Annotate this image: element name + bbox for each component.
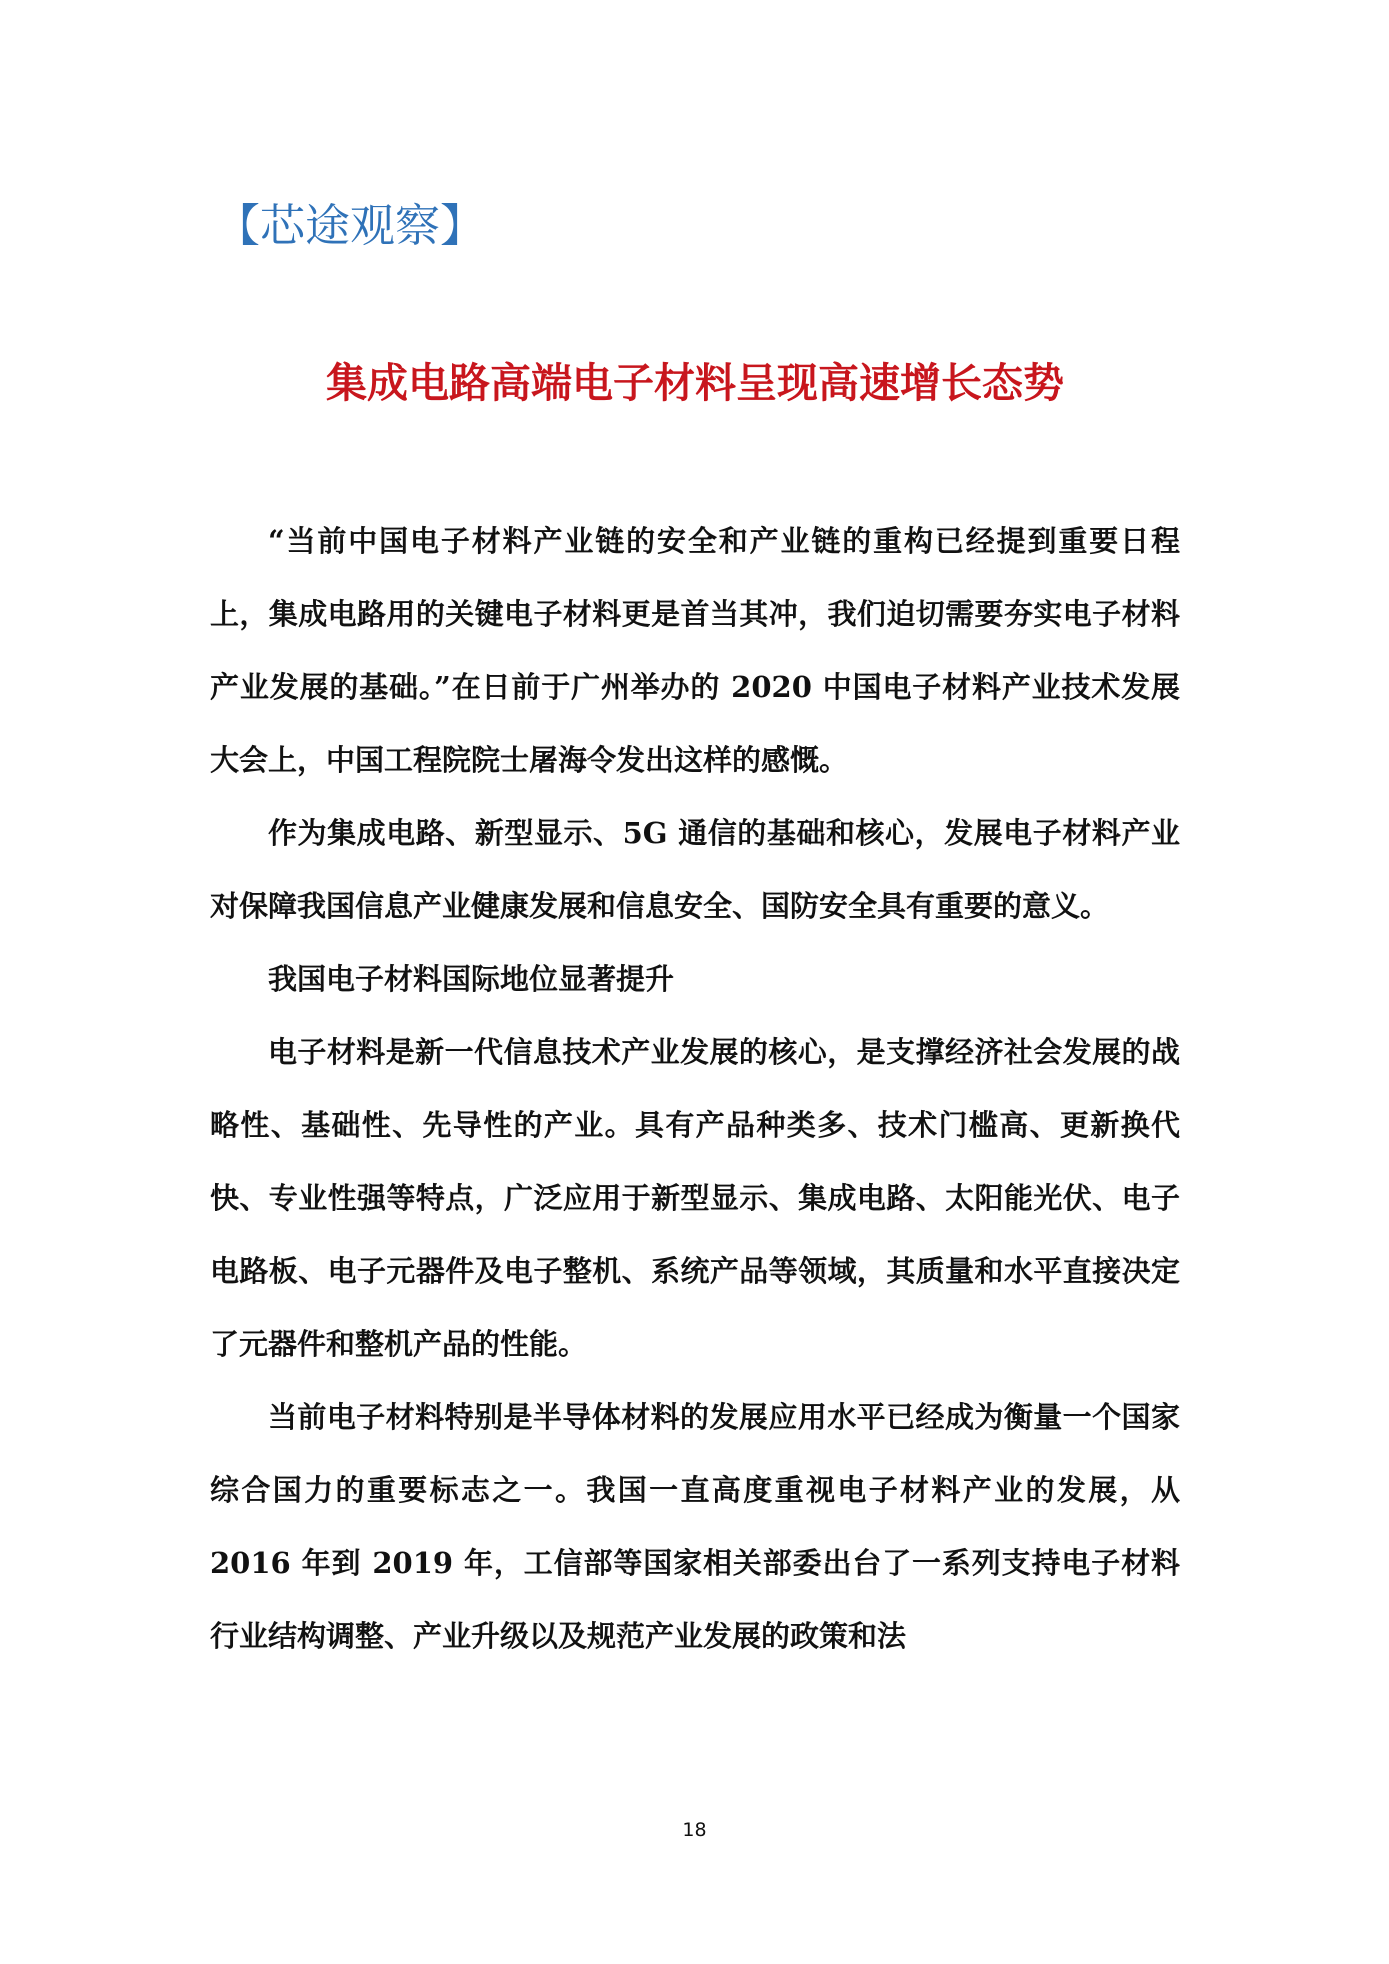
paragraph-electronic-materials: 电子材料是新一代信息技术产业发展的核心，是支撑经济社会发展的战略性、基础性、先导性的产业。具有产品种类多、技术门槛高、更新换代快、专业性强等特点，广泛应用于新型显示、集成电路、太阳能光伏、电子电路板、电子元器件及电子整机、系统产品等领域，其质量和水平直接决定了元器件和整机产品的性能。 (210, 1035, 1180, 1361)
paragraph-significance: 作为集成电路、新型显示、5G 通信的基础和核心，发展电子材料产业对保障我国信息产业健康发展和信息安全、国防安全具有重要的意义。 (210, 816, 1180, 923)
paragraph-policy: 当前电子材料特别是半导体材料的发展应用水平已经成为衡量一个国家综合国力的重要标志之一。我国一直高度重视电子材料产业的发展，从 2016 年到 2019 年，工信部等国家相关部委出台了一系列支持电子材料行业结构调整、产业升级以及规范产业发展的政策和法 (210, 1400, 1180, 1653)
paragraph-quote: “当前中国电子材料产业链的安全和产业链的重构已经提到重要日程上，集成电路用的关键电子材料更是首当其冲，我们迫切需要夯实电子材料产业发展的基础。”在日前于广州举办的 2020 中国电子材料产业技术发展大会上，中国工程院院士屠海令发出这样的感慨。 (210, 524, 1180, 777)
section-tag: 【芯途观察】 (215, 199, 486, 252)
article-body (210, 505, 1180, 1673)
section-subheading: 我国电子材料国际地位显著提升 (268, 962, 675, 996)
article-title: 集成电路高端电子材料呈现高速增长态势 (326, 359, 1064, 407)
page-number: 18 (682, 1819, 707, 1841)
